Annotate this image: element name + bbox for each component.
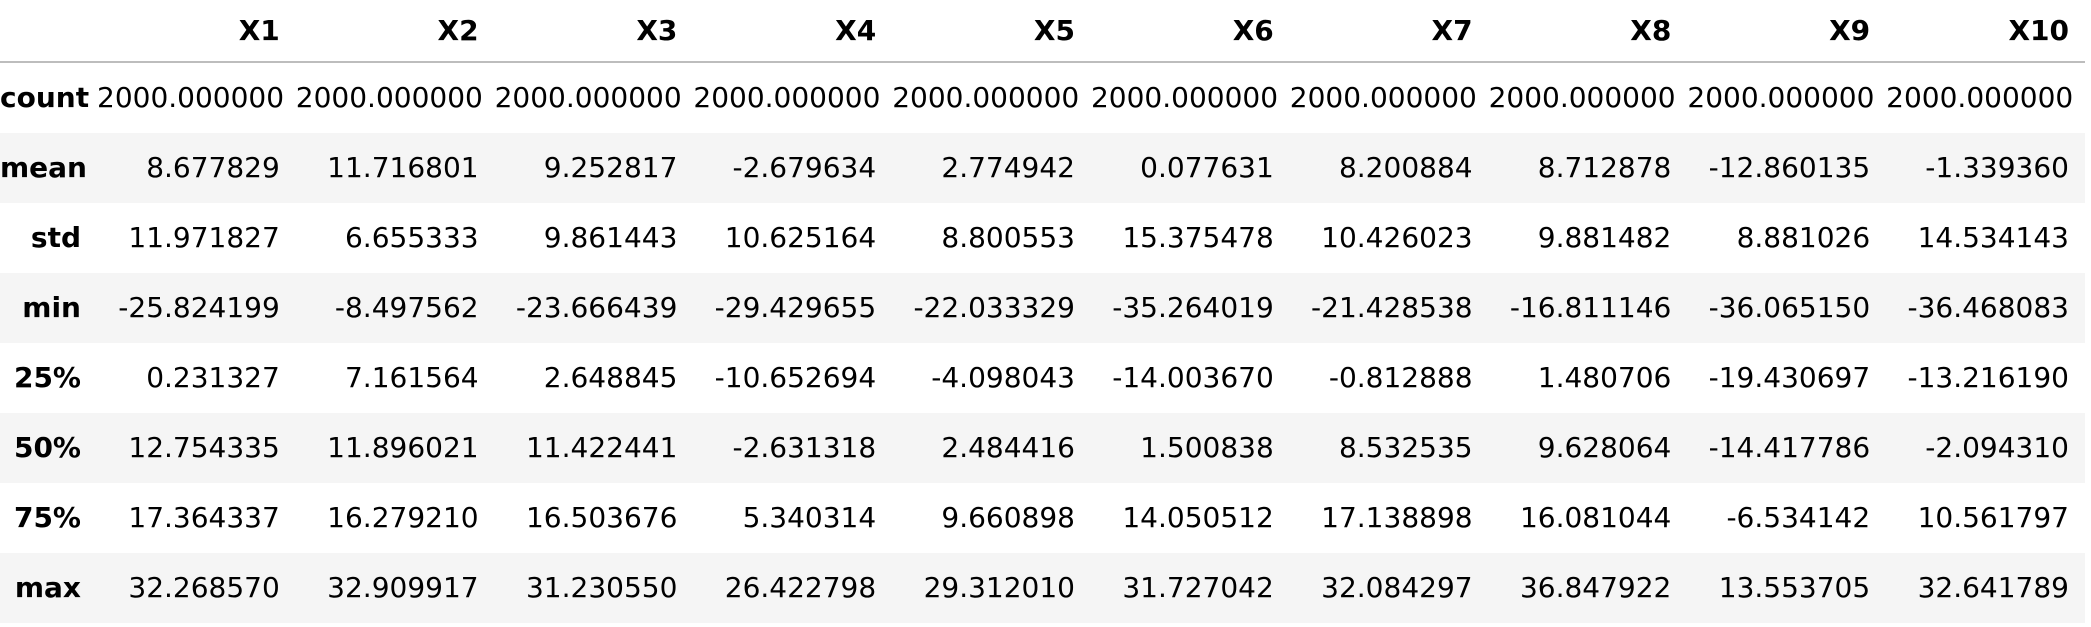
table-cell: 7.161564 [344,361,479,394]
table-cell: -25.824199 [118,291,280,324]
row-label: std [30,221,81,254]
table-cell: 16.081044 [1519,501,1672,534]
row-label: 25% [13,361,81,394]
table-cell: -8.497562 [334,291,479,324]
table-cell: 2.484416 [941,431,1075,464]
table-cell: 17.138898 [1321,501,1473,534]
table-cell: -21.428538 [1311,291,1473,324]
table-cell: 2000.000000 [295,81,483,114]
table-cell: 9.881482 [1537,221,1672,254]
table-cell: 12.754335 [128,431,280,464]
table-cell: -4.098043 [931,361,1075,394]
table-cell: 32.084297 [1321,571,1473,604]
table-cell: 2000.000000 [1090,81,1279,114]
table-cell: -23.666439 [515,291,678,324]
table-cell: 2000.000000 [892,81,1080,114]
table-cell: 0.077631 [1140,151,1274,184]
table-cell: 10.625164 [724,221,877,254]
table-cell: 8.200884 [1338,151,1473,184]
table-cell: 5.340314 [742,501,877,534]
table-cell: 31.727042 [1122,571,1274,604]
table-cell: -19.430697 [1708,361,1871,394]
table-row [0,553,2085,623]
table-cell: 2000.000000 [1886,81,2074,114]
table-cell: 9.861443 [543,221,678,254]
table-row [0,273,2085,343]
table-cell: 2000.000000 [97,81,285,114]
table-cell: 13.553705 [1718,571,1871,604]
table-cell: -2.094310 [1925,431,2069,464]
table-cell: 14.050512 [1122,501,1274,534]
row-label: 50% [13,431,81,464]
column-header: X5 [892,0,1091,62]
table-cell: 2000.000000 [1289,81,1477,114]
table-cell: 1.480706 [1537,361,1672,394]
table-cell: -0.812888 [1328,361,1473,394]
table-header [0,0,2085,62]
table-cell: -29.429655 [714,291,877,324]
table-cell: -14.417786 [1708,431,1871,464]
header-row [0,0,2085,62]
column-header: X10 [1886,0,2085,62]
column-header: X7 [1290,0,1489,62]
table-cell: -14.003670 [1112,361,1274,394]
table-cell: 8.881026 [1736,221,1871,254]
table-cell: 15.375478 [1122,221,1274,254]
table-cell: -16.811146 [1509,291,1672,324]
column-header: X1 [97,0,296,62]
row-label: 75% [13,501,81,534]
row-label: count [0,81,90,114]
table-cell: 32.641789 [1917,571,2069,604]
table-cell: 9.660898 [941,501,1075,534]
table-cell: 11.716801 [327,151,479,184]
table-cell: 17.364337 [128,501,280,534]
column-header: X4 [693,0,892,62]
table-cell: 8.532535 [1338,431,1473,464]
table-cell: 36.847922 [1519,571,1672,604]
table-cell: 11.971827 [128,221,280,254]
table-cell: -1.339360 [1925,151,2069,184]
table-cell: 32.909917 [327,571,479,604]
table-cell: -2.679634 [732,151,877,184]
table-cell: 2.774942 [941,151,1075,184]
table-cell: 10.426023 [1321,221,1473,254]
row-label: min [22,291,81,324]
table-cell: -10.652694 [714,361,877,394]
table-cell: 11.422441 [525,431,678,464]
table-row [0,203,2085,273]
column-header: X9 [1687,0,1886,62]
table-row [0,413,2085,483]
table-cell: -35.264019 [1112,291,1274,324]
table-cell: 1.500838 [1140,431,1274,464]
table-cell: 9.628064 [1537,431,1672,464]
table-cell: 14.534143 [1917,221,2069,254]
table-cell: 8.712878 [1537,151,1672,184]
table-row [0,62,2085,133]
table-cell: -36.468083 [1907,291,2069,324]
column-header: X2 [296,0,495,62]
table-cell: -2.631318 [732,431,877,464]
table-cell: -22.033329 [913,291,1075,324]
row-label: mean [0,151,87,184]
table-cell: 0.231327 [146,361,280,394]
table-cell: 2000.000000 [1687,81,1875,114]
table-row [0,483,2085,553]
table-row [0,343,2085,413]
table-cell: 2000.000000 [1488,81,1676,114]
table-cell: 11.896021 [327,431,479,464]
table-cell: 29.312010 [923,571,1075,604]
table-cell: 9.252817 [543,151,678,184]
table-cell: 2000.000000 [693,81,881,114]
table-body [0,62,2085,623]
column-header: X3 [495,0,694,62]
table-cell: 2.648845 [543,361,678,394]
column-header: X8 [1489,0,1688,62]
table-cell: 26.422798 [724,571,877,604]
table-row [0,133,2085,203]
table-cell: -36.065150 [1708,291,1871,324]
table-cell: 2000.000000 [494,81,682,114]
column-header: X6 [1091,0,1290,62]
table-cell: 6.655333 [344,221,479,254]
table-cell: 8.800553 [941,221,1075,254]
table-cell: 31.230550 [525,571,678,604]
table-cell: 32.268570 [128,571,280,604]
table-cell: 16.503676 [525,501,678,534]
table-cell: -12.860135 [1708,151,1871,184]
table-cell: 16.279210 [327,501,479,534]
row-label: max [14,571,81,604]
index-header [0,0,97,62]
table-cell: -13.216190 [1907,361,2069,394]
table-cell: 10.561797 [1917,501,2069,534]
table-cell: -6.534142 [1726,501,1871,534]
table-cell: 8.677829 [146,151,280,184]
